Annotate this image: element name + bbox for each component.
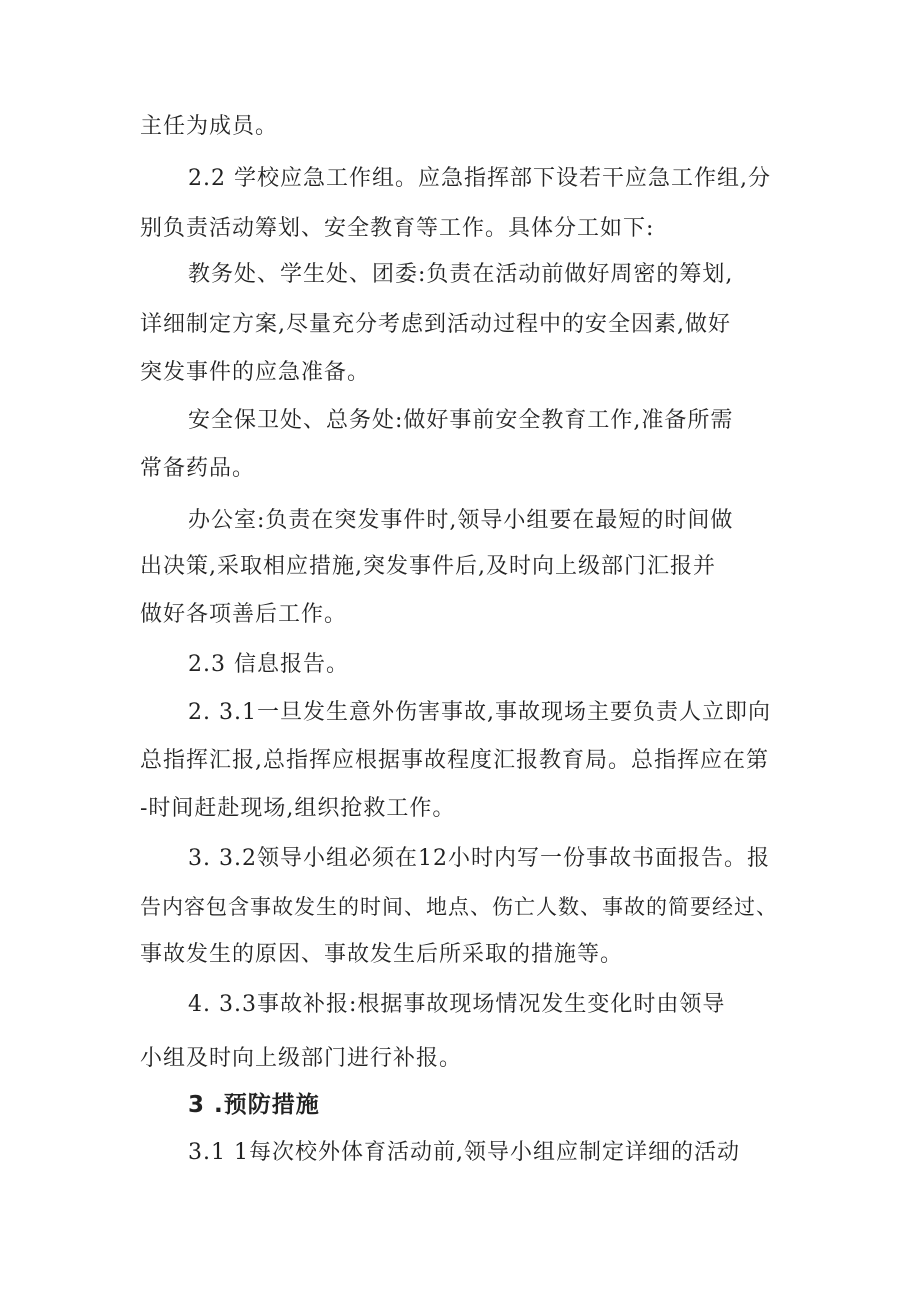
paragraph-line: 出决策,采取相应措施,突发事件后,及时向上级部门汇报并: [140, 554, 716, 579]
paragraph-line: 总指挥汇报,总指挥应根据事故程度汇报教育局。总指挥应在第: [140, 748, 769, 773]
paragraph-line: 主任为成员。: [140, 114, 279, 139]
paragraph-line: 教务处、学生处、团委:负责在活动前做好周密的筹划,: [188, 262, 734, 287]
paragraph-line: 安全保卫处、总务处:做好事前安全教育工作,准备所需: [188, 408, 734, 433]
paragraph-line: 小组及时向上级部门进行补报。: [140, 1046, 463, 1071]
paragraph-line: 3. 3.2领导小组必须在12小时内写一份事故书面报告。报: [188, 846, 770, 871]
paragraph-line: 详细制定方案,尽量充分考虑到活动过程中的安全因素,做好: [140, 312, 731, 337]
paragraph-line: 突发事件的应急准备。: [140, 360, 371, 385]
paragraph-line: -时间赶赴现场,组织抢救工作。: [140, 796, 456, 821]
paragraph-line: 事故发生的原因、事故发生后所采取的措施等。: [140, 942, 624, 967]
paragraph-line: 常备药品。: [140, 456, 256, 481]
paragraph-line: 4. 3.3事故补报:根据事故现场情况发生变化时由领导: [188, 992, 726, 1017]
paragraph-line: 2.2 学校应急工作组。应急指挥部下设若干应急工作组,分: [188, 166, 771, 191]
paragraph-line: 告内容包含事故发生的时间、地点、伤亡人数、事故的简要经过、: [140, 895, 778, 919]
paragraph-line: 办公室:负责在突发事件时,领导小组要在最短的时间做: [188, 508, 734, 533]
section-heading: 3 .预防措施: [188, 1092, 320, 1118]
paragraph-line: 3.1 1每次校外体育活动前,领导小组应制定详细的活动: [188, 1140, 740, 1165]
paragraph-line: 2.3 信息报告。: [188, 652, 349, 677]
paragraph-line: 做好各项善后工作。: [140, 602, 348, 627]
paragraph-line: 别负责活动筹划、安全教育等工作。具体分工如下:: [140, 216, 655, 241]
paragraph-line: 2. 3.1一旦发生意外伤害事故,事故现场主要负责人立即向: [188, 700, 771, 725]
